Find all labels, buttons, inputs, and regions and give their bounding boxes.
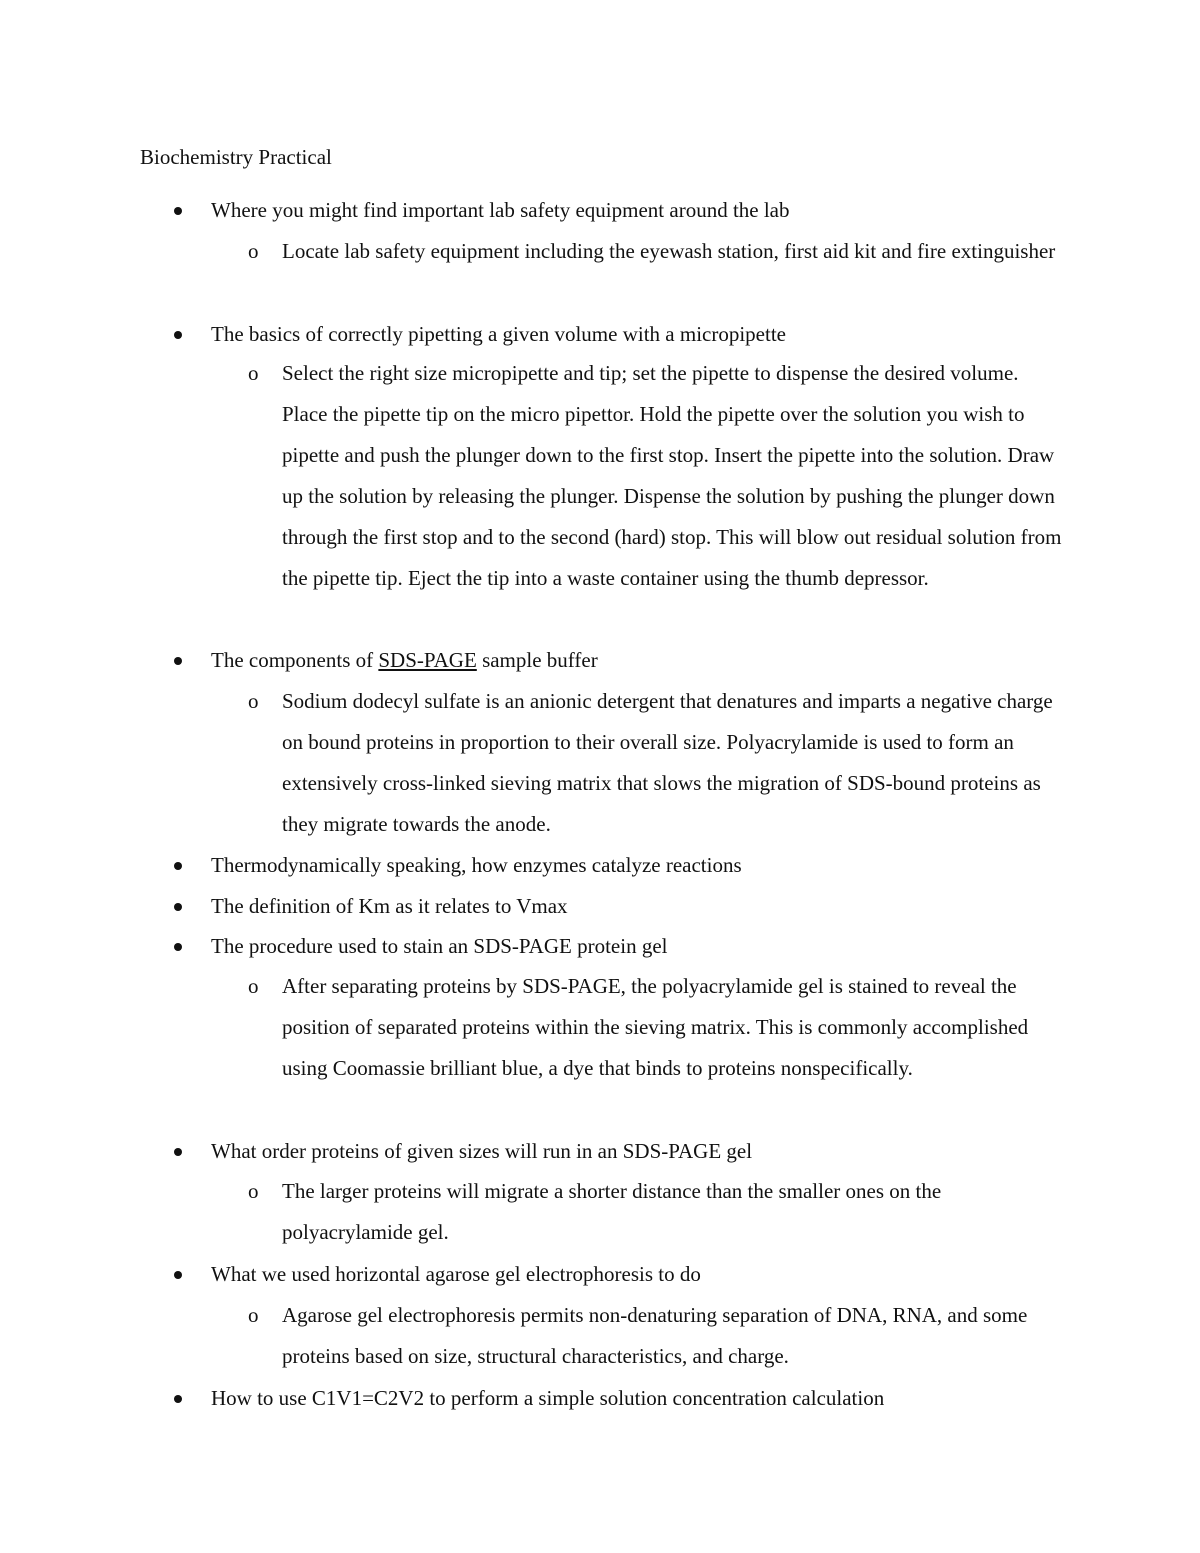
list-item [211,1136,752,1166]
sds-page-link[interactable]: SDS-PAGE [378,648,477,672]
list-item-text: What we used horizontal agarose gel electrophoresis to do [211,1262,701,1286]
list-item-text: Thermodynamically speaking, how enzymes catalyze reactions [211,853,742,877]
circle-bullet-icon: o [248,239,259,263]
list-item-text: How to use C1V1=C2V2 to perform a simple solution concentration calculation [211,1386,885,1410]
list-item-text: The definition of Km as it relates to Vmax [211,894,568,918]
sub-list-item-text: Sodium dodecyl sulfate is an anionic detergent that denatures and imparts a negative charge on bound proteins in proportion to their overall size. Polyacrylamide is used to form an extensively cross-linked sieving matrix that slows the migration of SDS-bound proteins as they migrate towards the anode. [282,689,1053,836]
list-item [211,319,786,349]
circle-bullet-icon: o [248,974,259,998]
bullet-icon [174,207,182,215]
list-item-text-after: sample buffer [476,648,598,672]
circle-bullet-icon: o [248,361,259,385]
bullet-icon [174,331,182,339]
bullet-icon [174,943,182,951]
bullet-icon [174,862,182,870]
sub-list-item-text: After separating proteins by SDS-PAGE, the polyacrylamide gel is stained to reveal the position of separated proteins within the sieving matrix. This is commonly accomplished using Coomassie brilliant blue, a dye that binds to proteins nonspecifically. [282,974,1029,1080]
sub-list-item-text: Select the right size micropipette and tip; set the pipette to dispense the desired volume. Place the pipette tip on the micro pipettor. Hold the pipette over the solution you wish to pipette and push the plunger down to the first stop. Insert the pipette into the solution. Draw up the solution by releasing the plunger. Dispense the solution by pushing the plunger down through the first stop and to the second (hard) stop. This will blow out residual solution from the pipette tip. Eject the tip into a waste container using the thumb depressor. [282,361,1062,590]
sub-list-item-text: The larger proteins will migrate a shorter distance than the smaller ones on the polyacrylamide gel. [282,1179,942,1244]
sub-list-item-text: Locate lab safety equipment including the eyewash station, first aid kit and fire extinguisher [282,239,1056,263]
bullet-icon [174,1395,182,1403]
list-item-text: The procedure used to stain an SDS-PAGE protein gel [211,934,668,958]
list-item [211,195,790,225]
sub-list-item [248,353,1062,599]
sub-list-item [248,231,1062,272]
circle-bullet-icon: o [248,1179,259,1203]
bullet-icon [174,657,182,665]
bullet-icon [174,1148,182,1156]
circle-bullet-icon: o [248,689,259,713]
sub-list-item [248,1171,1062,1253]
list-item [211,1383,884,1413]
sub-list-item [248,681,1062,845]
circle-bullet-icon: o [248,1303,259,1327]
list-item [211,850,742,880]
list-item [211,891,568,921]
document-title: Biochemistry Practical [140,145,332,169]
list-item-text: The basics of correctly pipetting a given volume with a micropipette [211,322,786,346]
list-item [211,645,598,675]
bullet-icon [174,903,182,911]
list-item-text: What order proteins of given sizes will run in an SDS-PAGE gel [211,1139,753,1163]
sub-list-item [248,1295,1062,1377]
bullet-icon [174,1271,182,1279]
list-item [211,1259,701,1289]
list-item-text-before: The components of [211,648,379,672]
sub-list-item [248,966,1062,1089]
list-item-text: Where you might find important lab safety equipment around the lab [211,198,790,222]
sub-list-item-text: Agarose gel electrophoresis permits non-denaturing separation of DNA, RNA, and some proteins based on size, structural characteristics, and charge. [282,1303,1028,1368]
list-item [211,931,667,961]
